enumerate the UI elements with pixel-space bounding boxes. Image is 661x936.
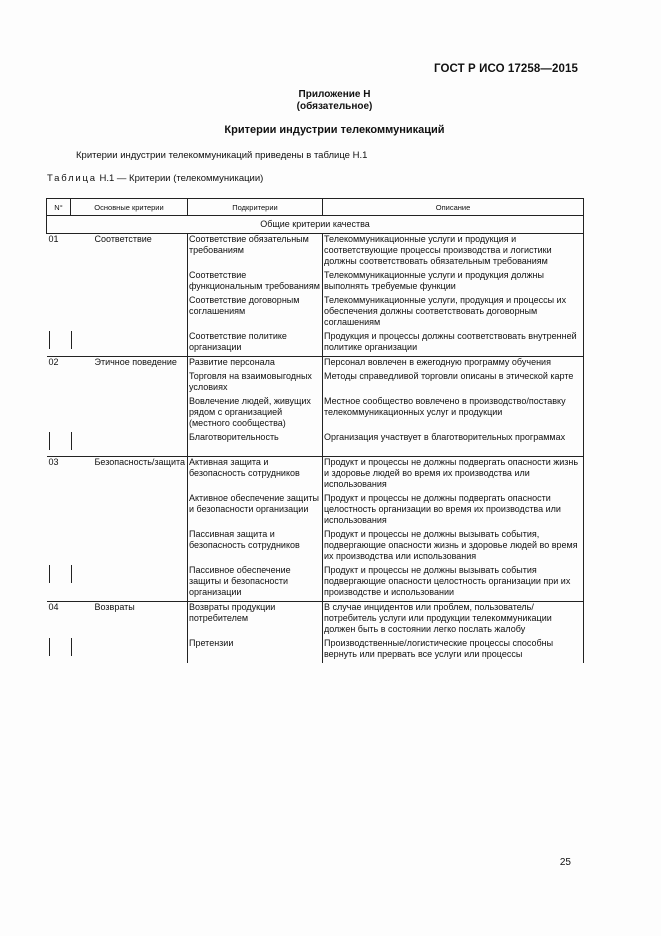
criterion-number: [47, 331, 71, 357]
criterion-number: 04: [48, 602, 59, 612]
main-criterion: [71, 371, 188, 396]
main-criterion: [71, 331, 188, 357]
criterion-number: [47, 493, 71, 529]
table-row: [47, 357, 584, 372]
subcriterion: Пассивное обеспечение защиты и безопасности организации: [188, 565, 323, 602]
table-caption-rest: Н.1 — Критерии (телекоммуникации): [96, 173, 264, 184]
description: Продукт и процессы не должны вызывать события подвергающие опасности целостность организации при их производстве и использовании: [323, 565, 584, 602]
subcriterion: Пассивная защита и безопасность сотрудников: [188, 529, 323, 565]
col-header-number: N°: [47, 199, 71, 216]
table-row: [47, 396, 584, 432]
criterion-number: 03: [48, 457, 59, 467]
description: Телекоммуникационные услуги и продукция и соответствующие процессы производства и логистики должны соответствовать обязательным требованиям: [323, 234, 584, 271]
page-number: 25: [559, 857, 571, 868]
table-row: [47, 457, 584, 494]
description: Продукт и процессы не должны подвергать опасности целостность организации во время их производства или использования: [323, 493, 584, 529]
subcriterion: Вовлечение людей, живущих рядом с организацией (местного сообщества): [188, 396, 323, 432]
table-row: [47, 529, 584, 565]
main-criterion: [71, 493, 188, 529]
description: Телекоммуникационные услуги и продукция должны выполнять требуемые функции: [323, 270, 584, 295]
subcriterion: Соответствие функциональным требованиям: [188, 270, 323, 295]
subcriterion: Претензии: [188, 638, 323, 663]
description: Методы справедливой торговли описаны в этической карте: [323, 371, 584, 396]
row-tick-mark: [49, 638, 50, 656]
row-tick-mark: [49, 565, 50, 583]
main-criterion: [71, 295, 188, 331]
criterion-number: [47, 529, 71, 565]
criterion-number: [47, 396, 71, 432]
subcriterion: Благотворительность: [188, 432, 323, 457]
table-row: [47, 493, 584, 529]
criterion-number: [47, 432, 71, 457]
table-row: [47, 234, 584, 271]
description: Персонал вовлечен в ежегодную программу обучения: [323, 357, 584, 372]
subcriterion: Развитие персонала: [188, 357, 323, 372]
description: Местное сообщество вовлечено в производство/поставку телекоммуникационных услуг и продукции: [323, 396, 584, 432]
table-caption: [47, 173, 263, 184]
col-header-main-criteria: Основные критерии: [71, 199, 188, 216]
row-tick-mark: [71, 565, 72, 583]
description: Продукт и процессы не должны вызывать события, подвергающие опасности жизнь и здоровье людей во время их производства или использования: [323, 529, 584, 565]
row-tick-mark: [71, 638, 72, 656]
criterion-number: 01: [48, 234, 59, 244]
criterion-number: [47, 565, 71, 602]
subcriterion: Соответствие договорным соглашениям: [188, 295, 323, 331]
subcriterion: Возвраты продукции потребителем: [188, 602, 323, 639]
col-header-subcriteria: Подкритерии: [188, 199, 323, 216]
main-criterion: [71, 638, 188, 663]
criterion-number: [47, 371, 71, 396]
description: Производственные/логистические процессы способны вернуть или прервать все услуги или процессы: [323, 638, 584, 663]
main-criterion: [71, 529, 188, 565]
row-tick-mark: [71, 331, 72, 349]
appendix-label: Приложение Н: [298, 89, 371, 100]
table-row: [47, 331, 584, 357]
main-criterion: [71, 270, 188, 295]
main-criterion: [71, 396, 188, 432]
table-header-row: [47, 199, 584, 216]
subcriterion: Торговля на взаимовыгодных условиях: [188, 371, 323, 396]
appendix-status: (обязательное): [296, 101, 373, 112]
standard-code: ГОСТ Р ИСО 17258—2015: [433, 63, 578, 75]
table-body: [47, 216, 584, 664]
main-criterion: Возвраты: [94, 602, 135, 612]
table-row: [47, 565, 584, 602]
main-criterion: [71, 565, 188, 602]
section-header: Общие критерии качества: [47, 216, 584, 234]
description: В случае инцидентов или проблем, пользователь/потребитель услуги или продукции телекоммуникации должен быть в состоянии легко послать жалобу: [323, 602, 584, 639]
subcriterion: Активное обеспечение защиты и безопасности организации: [188, 493, 323, 529]
intro-text: Критерии индустрии телекоммуникаций приведены в таблице Н.1: [76, 150, 368, 161]
description: Организация участвует в благотворительных программах: [323, 432, 584, 457]
subcriterion: Активная защита и безопасность сотрудников: [188, 457, 323, 494]
row-tick-mark: [49, 432, 50, 450]
description: Продукция и процессы должны соответствовать внутренней политике организации: [323, 331, 584, 357]
criteria-table: [46, 198, 584, 663]
main-criterion: Этичное поведение: [94, 357, 177, 367]
table-row: [47, 638, 584, 663]
criterion-number: [47, 295, 71, 331]
row-tick-mark: [49, 331, 50, 349]
section-header-row: [47, 216, 584, 234]
table-caption-prefix: Таблица: [47, 173, 97, 184]
row-tick-mark: [71, 432, 72, 450]
description: Телекоммуникационные услуги, продукция и процессы их обеспечения должны соответствовать договорным соглашениям: [323, 295, 584, 331]
criterion-number: 02: [48, 357, 59, 367]
description: Продукт и процессы не должны подвергать опасности жизнь и здоровье людей во время их производства или использования: [323, 457, 584, 494]
table-row: [47, 371, 584, 396]
criterion-number: [47, 270, 71, 295]
col-header-description: Описание: [323, 199, 584, 216]
table-row: [47, 432, 584, 457]
criterion-number: [47, 638, 71, 663]
main-criterion: Соответствие: [94, 234, 152, 244]
subcriterion: Соответствие обязательным требованиям: [188, 234, 323, 271]
subcriterion: Соответствие политике организации: [188, 331, 323, 357]
main-criterion: [71, 432, 188, 457]
table-row: [47, 295, 584, 331]
section-title: Критерии индустрии телекоммуникаций: [224, 124, 445, 136]
table-row: [47, 602, 584, 639]
appendix-heading: [0, 89, 661, 113]
table-row: [47, 270, 584, 295]
main-criterion: Безопасность/защита: [94, 457, 186, 467]
